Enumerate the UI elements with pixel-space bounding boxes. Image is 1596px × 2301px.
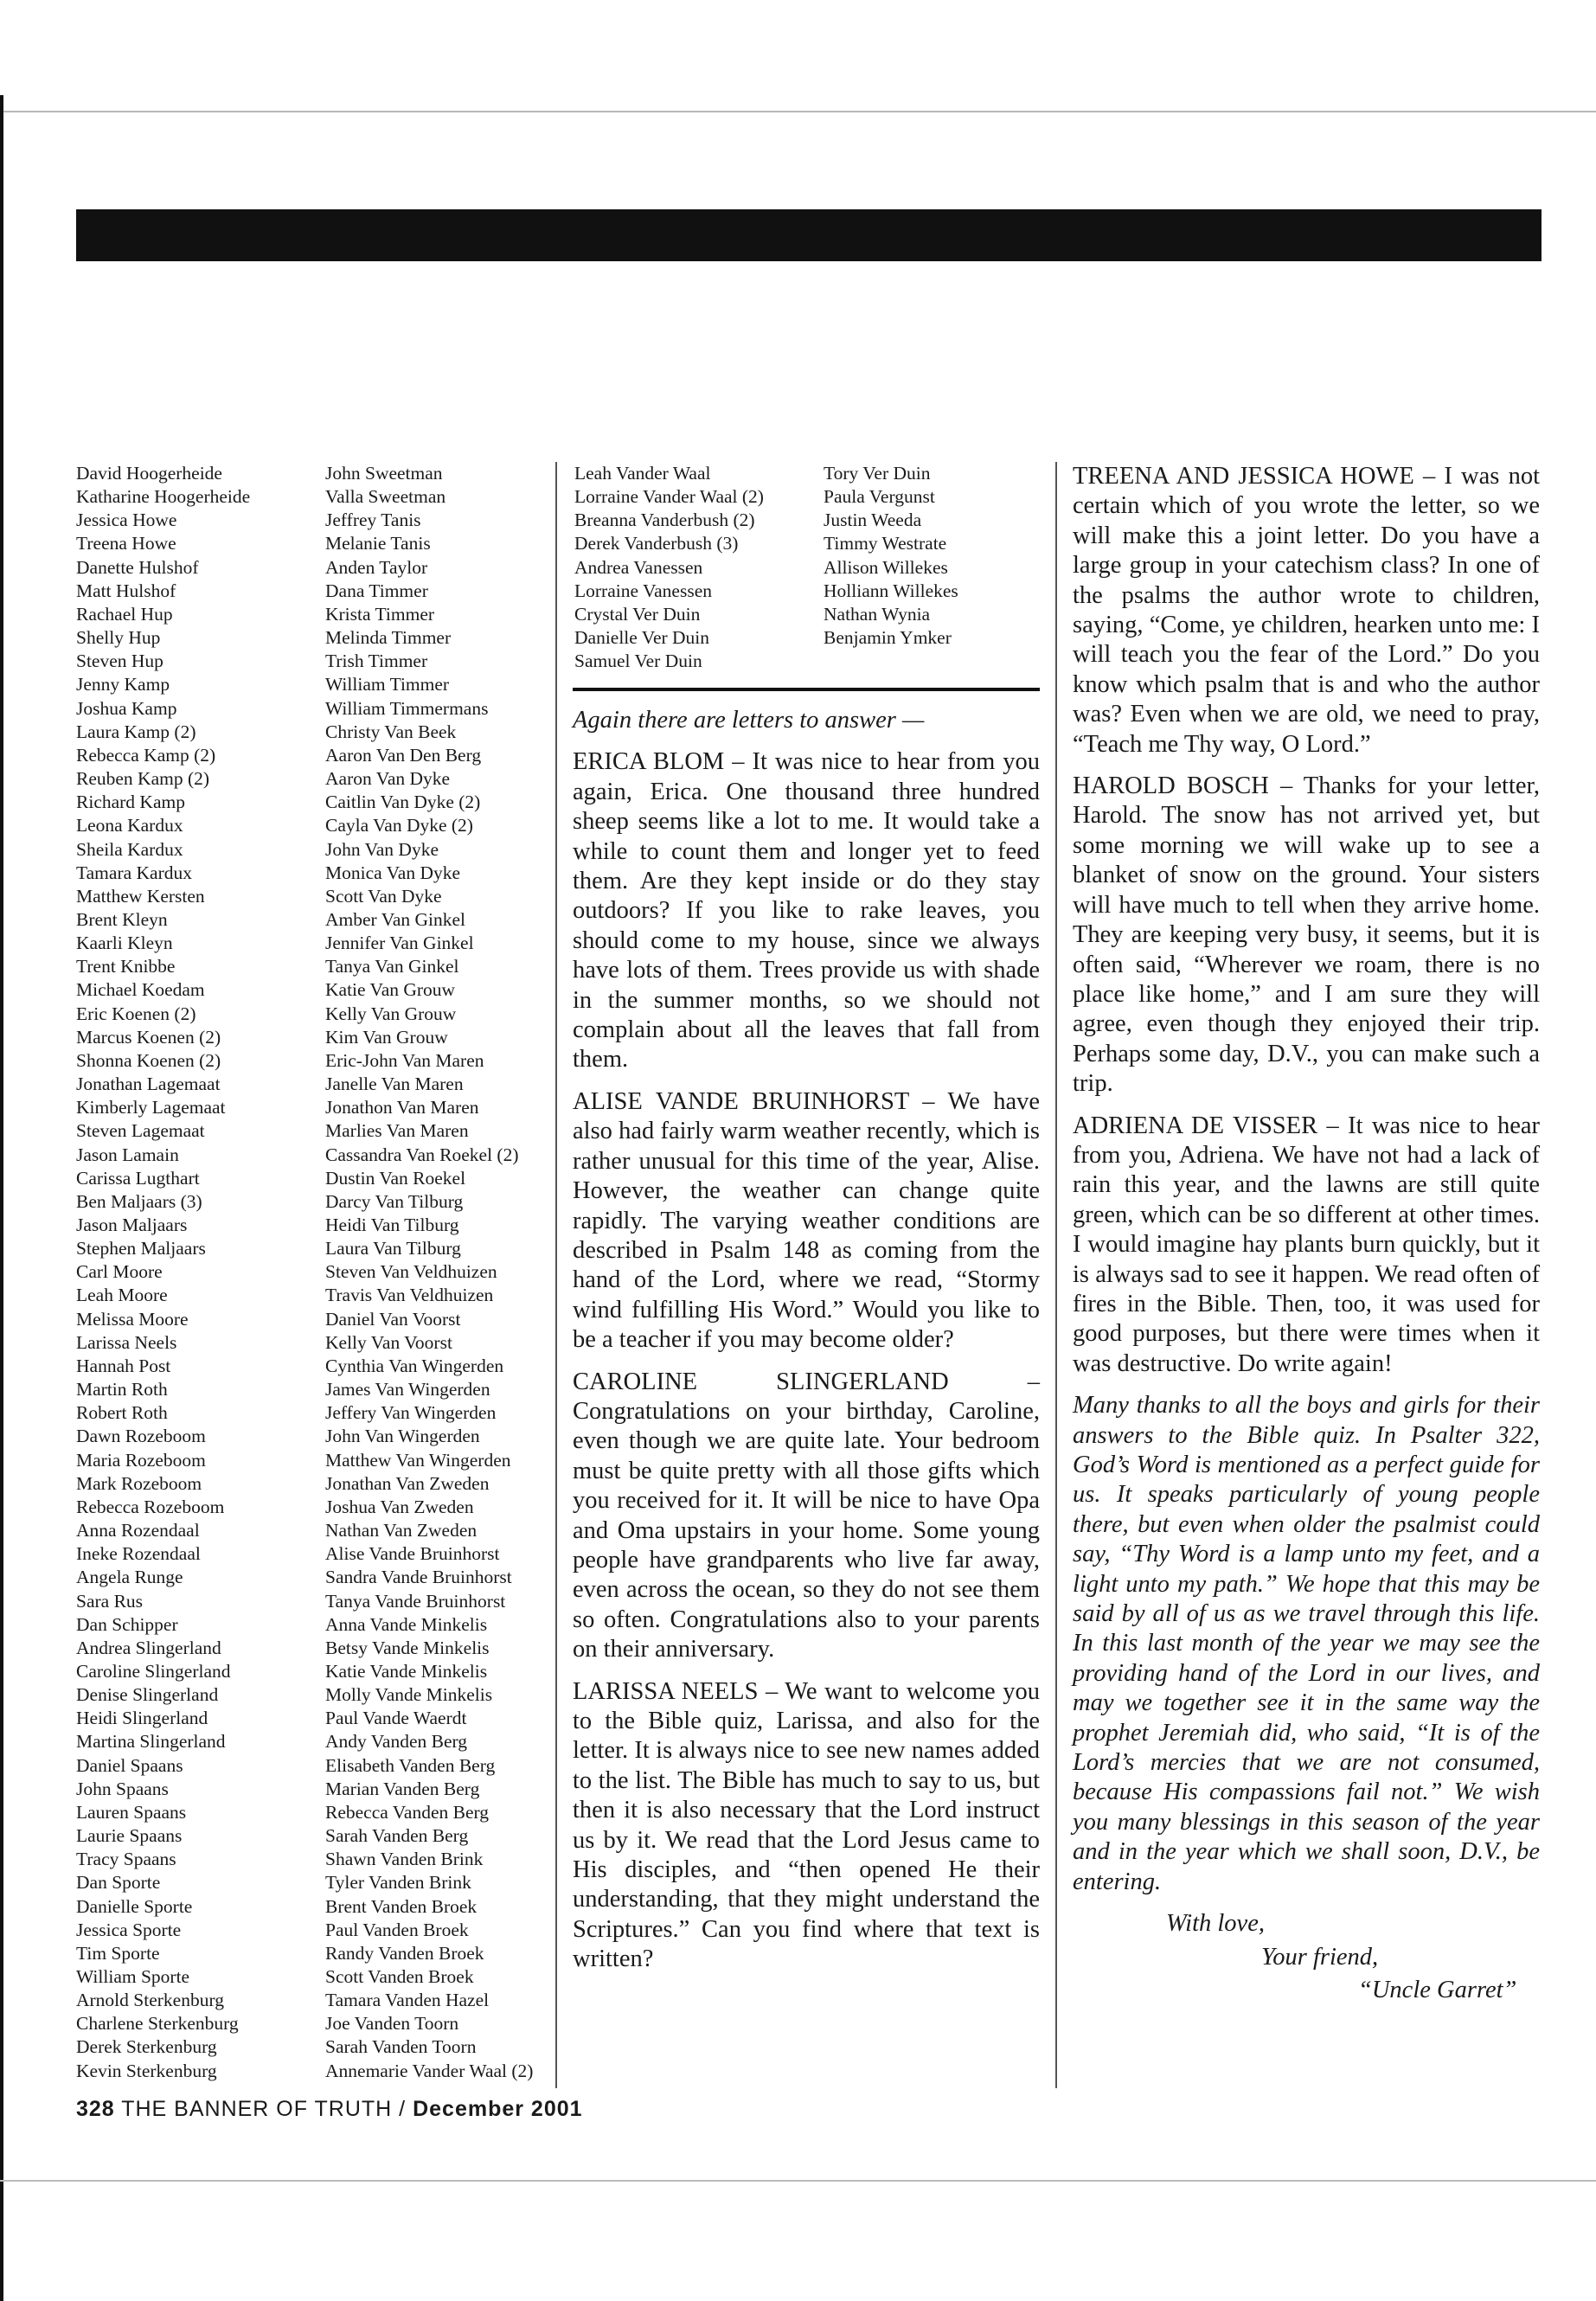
name-entry: Treena Howe <box>76 533 176 554</box>
name-entry: Monica Van Dyke <box>325 862 461 883</box>
name-entry: Sara Rus <box>76 1590 144 1612</box>
section-divider <box>573 688 1040 691</box>
name-entry: Joshua Kamp <box>76 697 177 719</box>
name-entry: Arnold Sterkenburg <box>76 1990 224 2011</box>
name-entry: Danette Hulshof <box>76 556 199 578</box>
name-entry: Christy Van Beek <box>325 721 457 742</box>
name-entry: Tim Sporte <box>76 1942 160 1964</box>
name-entry: Steven Van Veldhuizen <box>325 1261 497 1283</box>
name-entry: Hannah Post <box>76 1355 171 1376</box>
name-entry: Sheila Kardux <box>76 838 183 860</box>
name-entry: Aaron Van Dyke <box>325 768 451 790</box>
name-entry: Samuel Ver Duin <box>574 651 702 672</box>
name-entry: Alise Vande Bruinhorst <box>325 1543 500 1565</box>
name-entry: Eric Koenen (2) <box>76 1003 196 1024</box>
name-entry: Derek Sterkenburg <box>76 2036 217 2058</box>
name-entry: Kevin Sterkenburg <box>76 2060 217 2081</box>
name-entry: Stephen Maljaars <box>76 1238 206 1259</box>
name-entry: Kaarli Kleyn <box>76 933 173 954</box>
name-entry: Anna Rozendaal <box>76 1520 200 1541</box>
name-entry: Allison Willekes <box>824 556 948 578</box>
name-entry: Laura Kamp (2) <box>76 721 196 742</box>
column-divider-left <box>555 462 557 2088</box>
name-entry: Jeffery Van Wingerden <box>325 1402 497 1424</box>
name-entry: Eric-John Van Maren <box>325 1049 484 1071</box>
name-entry: Jeffrey Tanis <box>325 510 421 531</box>
name-entry: Shawn Vanden Brink <box>325 1849 484 1870</box>
name-entry: Kim Van Grouw <box>325 1026 448 1048</box>
name-entry: Rebecca Kamp (2) <box>76 744 216 766</box>
name-entry: Annemarie Vander Waal (2) <box>325 2060 534 2081</box>
name-entry: Dan Schipper <box>76 1613 178 1635</box>
name-entry: Laurie Spaans <box>76 1825 183 1847</box>
bottom-rule <box>0 2180 1596 2182</box>
closing-your-friend: Your friend, <box>1261 1943 1379 1971</box>
name-entry: Jennifer Van Ginkel <box>325 933 474 954</box>
name-entry: Daniel Spaans <box>76 1754 183 1776</box>
name-entry: Ben Maljaars (3) <box>76 1190 202 1212</box>
name-entry: Paul Vanden Broek <box>325 1919 469 1940</box>
name-entry: Leah Moore <box>76 1285 168 1306</box>
name-entry: Marian Vanden Berg <box>325 1778 480 1799</box>
name-entry: Cynthia Van Wingerden <box>325 1355 504 1376</box>
name-entry: Nathan Wynia <box>824 603 931 625</box>
name-entry: Jessica Sporte <box>76 1919 182 1940</box>
name-entry: Scott Vanden Broek <box>325 1966 474 1987</box>
name-entry: Carissa Lugthart <box>76 1167 200 1189</box>
letters-intro: Again there are letters to answer — <box>573 707 925 734</box>
name-entry: Daniel Van Voorst <box>325 1308 461 1330</box>
name-entry: Lauren Spaans <box>76 1801 187 1823</box>
name-entry: Lorraine Vanessen <box>574 580 713 601</box>
name-entry: David Hoogerheide <box>76 463 222 484</box>
letter-treena-jessica-howe: TREENA AND JESSICA HOWE – I was not certain which of you wrote the letter, so we will make this a joint letter. Do you have a large group in your catechism class? In one of the psalms the author wrote to children, saying, “Come, ye children, hearken unto me: I will teach you the fear of the Lord.” Do you know which psalm that is and who the author was? Even when we are old, we need to pray, “Teach me Thy way, O Lord.” <box>1073 463 1540 758</box>
closing-with-love: With love, <box>1166 1910 1265 1938</box>
name-entry: Jonathan Lagemaat <box>76 1074 221 1095</box>
name-entry: Joe Vanden Toorn <box>325 2013 459 2035</box>
name-entry: Aaron Van Den Berg <box>325 744 482 766</box>
name-entry: Trent Knibbe <box>76 956 176 977</box>
name-entry: Cassandra Van Roekel (2) <box>325 1144 519 1165</box>
name-entry: Sarah Vanden Berg <box>325 1825 469 1847</box>
name-entry: Shelly Hup <box>76 627 161 649</box>
name-entry: Dawn Rozeboom <box>76 1426 206 1447</box>
name-entry: William Timmermans <box>325 697 489 719</box>
name-entry: Crystal Ver Duin <box>574 603 701 625</box>
name-entry: Marcus Koenen (2) <box>76 1026 221 1048</box>
name-entry: Justin Weeda <box>824 510 922 531</box>
letter-harold-bosch: HAROLD BOSCH – Thanks for your letter, Harold. The snow has not arrived yet, but some morning we will wake up to see a blanket of snow on the ground. Your sisters will have much to tell when they arrive home. They are keeping very busy, it seems, but it is often said, “Wherever we roam, there is no place like home,” and I am sure they will agree, even though they enjoyed their trip. Perhaps some day, D.V., you can make such a trip. <box>1073 772 1540 1098</box>
name-entry: Tamara Kardux <box>76 862 192 883</box>
name-entry: Paula Vergunst <box>824 486 935 508</box>
name-entry: Tory Ver Duin <box>824 463 931 484</box>
name-entry: Michael Koedam <box>76 979 205 1001</box>
name-entry: Joshua Van Zweden <box>325 1496 474 1517</box>
name-entry: Jessica Howe <box>76 510 177 531</box>
name-entry: Benjamin Ymker <box>824 627 952 649</box>
name-entry: Jonathan Van Zweden <box>325 1472 490 1494</box>
name-entry: Kelly Van Voorst <box>325 1331 452 1353</box>
name-entry: Danielle Ver Duin <box>574 627 710 649</box>
closing-signature: “Uncle Garret” <box>1358 1976 1517 2003</box>
name-entry: Amber Van Ginkel <box>325 908 466 930</box>
name-entry: Timmy Westrate <box>824 533 947 554</box>
name-entry: Mark Rozeboom <box>76 1472 202 1494</box>
top-rule <box>0 111 1596 112</box>
name-entry: Marlies Van Maren <box>325 1120 469 1142</box>
name-entry: Reuben Kamp (2) <box>76 768 210 790</box>
name-entry: Caroline Slingerland <box>76 1660 231 1682</box>
name-entry: Nathan Van Zweden <box>325 1520 478 1541</box>
name-entry: Tyler Vanden Brink <box>325 1872 471 1894</box>
name-entry: Breanna Vanderbush (2) <box>574 510 755 531</box>
name-entry: Randy Vanden Broek <box>325 1942 484 1964</box>
name-entry: Jason Lamain <box>76 1144 179 1165</box>
name-entry: Sarah Vanden Toorn <box>325 2036 477 2058</box>
name-entry: Scott Van Dyke <box>325 885 442 907</box>
name-entry: Jonathon Van Maren <box>325 1097 479 1118</box>
name-entry: Carl Moore <box>76 1261 163 1283</box>
name-entry: Steven Hup <box>76 651 163 672</box>
name-entry: Jenny Kamp <box>76 674 170 695</box>
names-column-d <box>824 462 958 650</box>
letter-larissa-neels: LARISSA NEELS – We want to welcome you to the Bible quiz, Larissa, and also for the letter. It is always nice to see new names added to the list. The Bible has much to say to us, but then it is also necessary that the Lord instruct us by it. We read that the Lord Jesus came to His disciples, and “then opened He their understanding, that they might understand the Scriptures.” Can you find where that text is written? <box>573 1677 1040 1973</box>
page-number: 328 <box>76 2097 115 2121</box>
name-entry: Darcy Van Tilburg <box>325 1190 464 1212</box>
name-entry: Katie Van Grouw <box>325 979 456 1001</box>
name-entry: Krista Timmer <box>325 603 435 625</box>
letter-erica-blom: ERICA BLOM – It was nice to hear from you again, Erica. One thousand three hundred sheep seems like a lot to me. It would take a while to count them and longer yet to feed them. Are they kept inside or do they stay outdoors? If you like to rake leaves, you should come to my house, since we always have lots of them. Trees provide us with shade in the summer months, so we should not complain about all the leaves that fall from them. <box>573 748 1040 1074</box>
name-entry: Valla Sweetman <box>325 486 446 508</box>
footer-separator: / <box>399 2097 407 2121</box>
page-footer <box>76 2097 583 2122</box>
name-entry: Jason Maljaars <box>76 1215 188 1235</box>
name-entry: Danielle Sporte <box>76 1895 193 1917</box>
name-entry: John Sweetman <box>325 463 443 484</box>
name-entry: Kelly Van Grouw <box>325 1003 457 1024</box>
name-entry: Tracy Spaans <box>76 1849 176 1870</box>
name-entry: Denise Slingerland <box>76 1684 219 1706</box>
name-entry: Katie Vande Minkelis <box>325 1660 488 1682</box>
name-entry: William Timmer <box>325 674 450 695</box>
name-entry: Melinda Timmer <box>325 627 452 649</box>
name-entry: Lorraine Vander Waal (2) <box>574 486 764 508</box>
name-entry: Katharine Hoogerheide <box>76 486 251 508</box>
name-entry: Steven Lagemaat <box>76 1120 205 1142</box>
name-entry: Tamara Vanden Hazel <box>325 1990 490 2011</box>
name-entry: Janelle Van Maren <box>325 1074 464 1095</box>
name-entry: Robert Roth <box>76 1402 168 1424</box>
name-entry: Larissa Neels <box>76 1331 177 1353</box>
closing-message: Many thanks to all the boys and girls for their answers to the Bible quiz. In Psalter 322, God’s Word is mentioned as a perfect guide for us. It speaks particularly of young people there, but even when older the psalmist could say, “Thy Word is a lamp unto my feet, and a light unto my path.” We hope that this may be said by all of us as we travel through this life. In this last month of the year we may see the providing hand of the Lord in our lives, and may we together see it in the same way the prophet Jeremiah did, who said, “It is of the Lord’s mercies that we are not consumed, because His compassions fail not.” We wish you many blessings in this season of the year and in the year which we shall soon, D.V., be entering. <box>1073 1392 1540 1895</box>
name-entry: Shonna Koenen (2) <box>76 1049 221 1071</box>
name-entry: Anna Vande Minkelis <box>325 1613 488 1635</box>
name-entry: Holliann Willekes <box>824 580 958 601</box>
name-entry: Sandra Vande Bruinhorst <box>325 1567 512 1588</box>
name-entry: John Van Wingerden <box>325 1426 480 1447</box>
name-entry: Andrea Slingerland <box>76 1637 221 1658</box>
letter-alise-vande-bruinhorst: ALISE VANDE BRUINHORST – We have also had fairly warm weather recently, which is rather unusual for this time of the year, Alise. However, the weather can change quite rapidly. The varying weather conditions are described in Psalm 148 as coming from the hand of the Lord, where we read, “Stormy wind fulfilling His Word.” Would you like to be a teacher if you may become older? <box>573 1087 1040 1354</box>
name-entry: Rebecca Vanden Berg <box>325 1801 490 1823</box>
name-entry: Charlene Sterkenburg <box>76 2013 239 2035</box>
issue-date: December 2001 <box>413 2097 583 2121</box>
letter-caroline-slingerland: CAROLINE SLINGERLAND – Congratulations on your birthday, Caroline, even though we are quite late. Your bedroom must be quite pretty with all those gifts which you received for it. It will be nice to have Opa and Oma upstairs in your home. Some young people have grandparents who live far away, even across the ocean, so they do not see them so often. Congratulations also to your parents on their anniversary. <box>573 1368 1040 1663</box>
name-entry: Tanya Vande Bruinhorst <box>325 1590 506 1612</box>
names-column-c <box>574 462 764 673</box>
name-entry: Caitlin Van Dyke (2) <box>325 792 481 813</box>
middle-letters-column <box>573 706 1040 1987</box>
column-divider-right <box>1055 462 1057 2088</box>
name-entry: Heidi Van Tilburg <box>325 1215 459 1235</box>
name-entry: Dan Sporte <box>76 1872 161 1894</box>
name-entry: Andy Vanden Berg <box>325 1731 468 1753</box>
name-entry: Dana Timmer <box>325 580 428 601</box>
name-entry: Betsy Vande Minkelis <box>325 1637 490 1658</box>
name-entry: Maria Rozeboom <box>76 1449 206 1471</box>
right-letters-column <box>1073 462 1540 2005</box>
page-edge <box>0 95 3 2301</box>
names-column-b <box>325 462 533 2083</box>
name-entry: Ineke Rozendaal <box>76 1543 201 1565</box>
name-entry: Trish Timmer <box>325 651 428 672</box>
name-entry: Paul Vande Waerdt <box>325 1708 467 1729</box>
name-entry: Leona Kardux <box>76 815 183 836</box>
name-entry: Matthew Van Wingerden <box>325 1449 511 1471</box>
name-entry: Melissa Moore <box>76 1308 189 1330</box>
name-entry: John Spaans <box>76 1778 169 1799</box>
name-entry: Heidi Slingerland <box>76 1708 208 1729</box>
name-entry: Tanya Van Ginkel <box>325 956 459 977</box>
name-entry: Matt Hulshof <box>76 580 176 601</box>
header-bar <box>76 209 1542 261</box>
name-entry: Matthew Kersten <box>76 885 205 907</box>
name-entry: Rachael Hup <box>76 603 173 625</box>
name-entry: Brent Vanden Broek <box>325 1895 478 1917</box>
name-entry: Martin Roth <box>76 1379 168 1400</box>
name-entry: Travis Van Veldhuizen <box>325 1285 494 1306</box>
name-entry: Melanie Tanis <box>325 533 431 554</box>
names-column-a <box>76 462 250 2083</box>
name-entry: Andrea Vanessen <box>574 556 703 578</box>
name-entry: Kimberly Lagemaat <box>76 1097 226 1118</box>
name-entry: Molly Vande Minkelis <box>325 1684 493 1706</box>
name-entry: Anden Taylor <box>325 556 428 578</box>
name-entry: Elisabeth Vanden Berg <box>325 1754 496 1776</box>
name-entry: Dustin Van Roekel <box>325 1167 466 1189</box>
name-entry: Leah Vander Waal <box>574 463 711 484</box>
name-entry: Brent Kleyn <box>76 908 168 930</box>
name-entry: James Van Wingerden <box>325 1379 490 1400</box>
name-entry: William Sporte <box>76 1966 190 1987</box>
name-entry: Laura Van Tilburg <box>325 1238 461 1259</box>
name-entry: Richard Kamp <box>76 792 185 813</box>
letter-adriena-de-visser: ADRIENA DE VISSER – It was nice to hear from you, Adriena. We have not had a lack of rain this year, and the lawns are still quite green, which can be so different at other times. I would imagine hay plants burn quickly, but it is always sad to see it happen. We read often of fires in the Bible. Then, too, it was used for good purposes, but there were times when it was destructive. Do write again! <box>1073 1112 1540 1377</box>
name-entry: Rebecca Rozeboom <box>76 1496 225 1517</box>
name-entry: John Van Dyke <box>325 838 439 860</box>
publication-title: THE BANNER OF TRUTH <box>121 2097 393 2121</box>
name-entry: Derek Vanderbush (3) <box>574 533 739 554</box>
name-entry: Martina Slingerland <box>76 1731 226 1753</box>
name-entry: Angela Runge <box>76 1567 183 1588</box>
name-entry: Cayla Van Dyke (2) <box>325 815 473 836</box>
